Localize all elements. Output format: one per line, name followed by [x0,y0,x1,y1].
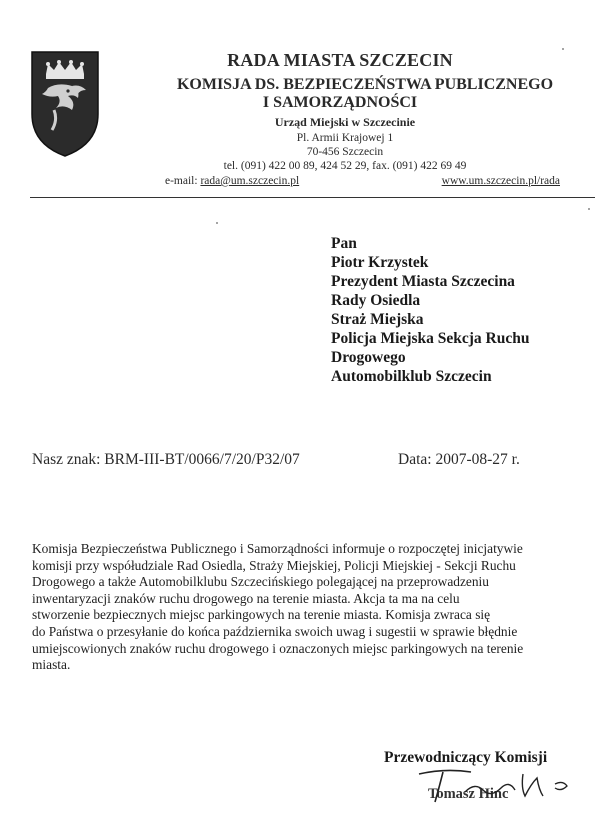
letterhead-divider [30,197,595,198]
council-name: RADA MIASTA SZCZECIN [227,50,453,70]
body-line: komisji przy współudziale Rad Osiedla, Straży Miejskiej, Policji Miejskiej - Sekcji Ruchu [32,557,516,573]
recipient-line: Prezydent Miasta Szczecina [331,273,515,290]
email-link[interactable]: rada@um.szczecin.pl [200,175,300,187]
signatory-name: Tomasz Hinc [428,786,509,802]
letter-body [32,541,562,674]
body-line: stworzenie bezpiecznych miejsc parkingowych na terenie miasta. Komisja zwraca się [32,607,491,623]
website-link[interactable]: www.um.szczecin.pl/rada [441,175,560,187]
recipient-line: Policja Miejska Sekcja Ruchu [331,330,530,347]
body-line: inwentaryzacji znaków ruchu drogowego na terenie miasta. Akcja ta ma na celu [32,590,460,606]
signatory-title: Przewodniczący Komisji [384,749,548,766]
recipient-line: Automobilklub Szczecin [331,368,492,385]
contact-row [165,175,560,187]
body-line: umiejscowionych znaków ruchu drogowego i oznaczonych miejsc parkingowych na terenie [32,640,524,656]
recipient-line: Rady Osiedla [331,292,421,309]
letter-date: Data: 2007-08-27 r. [398,451,520,468]
phone-fax: tel. (091) 422 00 89, 424 52 29, fax. (091) 422 69 49 [223,160,467,172]
address-street: Pl. Armii Krajowej 1 [296,132,394,144]
body-line: Drogowego a także Automobilklubu Szczecińskiego polegającej na przeprowadzeniu [32,574,489,590]
recipient-line: Piotr Krzystek [331,254,429,271]
committee-name-line2: I SAMORZĄDNOŚCI [262,94,418,111]
scan-speck [562,48,564,50]
handwritten-signature-icon [405,762,585,812]
scan-speck [588,208,590,210]
body-line: Komisja Bezpieczeństwa Publicznego i Samorządności informuje o rozpoczętej inicjatywie [32,541,523,556]
recipient-line: Straż Miejska [331,311,424,328]
office-name: Urząd Miejski w Szczecinie [274,115,416,129]
szczecin-griffin-crest-icon [28,44,102,160]
scan-speck [216,222,218,224]
email-label: e-mail: [165,175,201,187]
body-line: do Państwa o przesyłanie do końca października swoich uwag i sugestii w sprawie błędnie [32,623,518,639]
recipient-block [331,234,529,386]
reference-number: Nasz znak: BRM-III-BT/0066/7/20/P32/07 [32,451,300,468]
body-line: miasta. [32,657,71,673]
recipient-line: Pan [331,235,357,252]
committee-name-line1: KOMISJA DS. BEZPIECZEŃSTWA PUBLICZNEGO [176,76,554,93]
recipient-line: Drogowego [331,349,406,366]
address-city: 70-456 Szczecin [306,146,384,158]
